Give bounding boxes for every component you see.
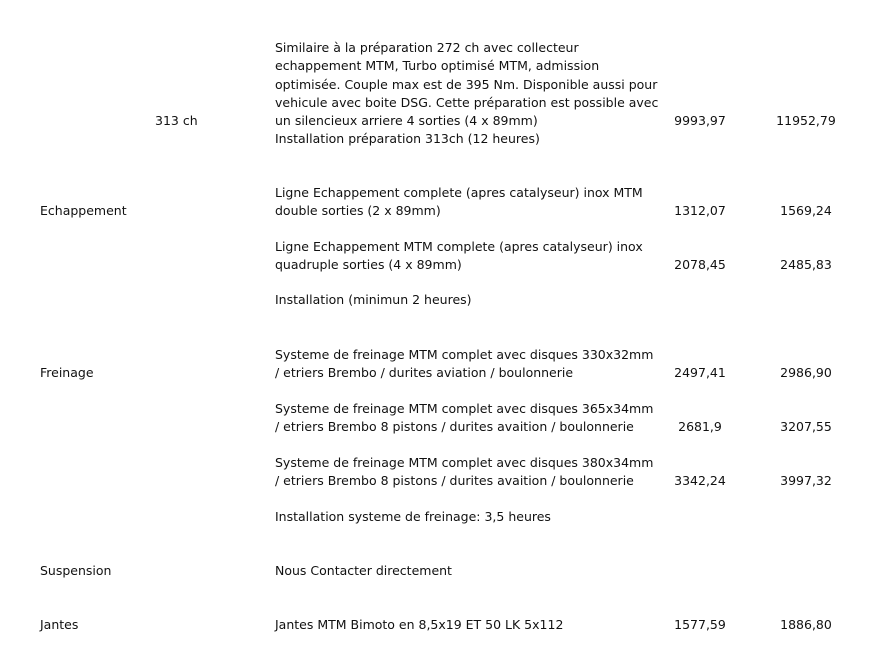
price-ht: 2078,45 [674, 257, 726, 272]
item-description [275, 238, 660, 275]
description-line: Jantes MTM Bimoto en 8,5x19 ET 50 LK 5x112 [275, 617, 564, 632]
price-ttc: 1569,24 [780, 203, 832, 218]
description-line: optimisée. Couple max est de 395 Nm. Disponible aussi pour [275, 76, 658, 92]
description-line: Nous Contacter directement [275, 563, 452, 578]
description-line: / etriers Brembo 8 pistons / durites avaition / boulonnerie [275, 419, 634, 435]
price-ttc: 1886,80 [780, 617, 832, 632]
price-ttc: 3997,32 [780, 473, 832, 488]
power-label: 313 ch [155, 113, 198, 128]
description-line: Installation préparation 313ch (12 heures) [275, 131, 540, 147]
description-line: Systeme de freinage MTM complet avec disques 365x34mm [275, 401, 654, 416]
item-description [275, 400, 660, 437]
price-ttc: 3207,55 [780, 419, 832, 434]
item-description [275, 39, 660, 149]
description-line: quadruple sorties (4 x 89mm) [275, 257, 462, 273]
description-line: Systeme de freinage MTM complet avec disques 330x32mm [275, 347, 654, 362]
description-line: un silencieux arriere 4 sorties (4 x 89mm) [275, 113, 538, 129]
price-ht: 1577,59 [674, 617, 726, 632]
item-description [275, 562, 660, 580]
item-description [275, 454, 660, 491]
item-description [275, 291, 660, 309]
category-suspension: Suspension [40, 563, 112, 578]
description-line: double sorties (2 x 89mm) [275, 203, 441, 219]
price-ht: 2497,41 [674, 365, 726, 380]
item-description [275, 346, 660, 383]
description-line: Ligne Echappement complete (apres catalyseur) inox MTM [275, 185, 643, 200]
price-ttc: 2485,83 [780, 257, 832, 272]
description-line: vehicule avec boite DSG. Cette préparation est possible avec [275, 94, 659, 110]
price-ttc: 2986,90 [780, 365, 832, 380]
item-description [275, 184, 660, 221]
description-line: / etriers Brembo / durites aviation / boulonnerie [275, 365, 574, 381]
description-line: Ligne Echappement MTM complete (apres catalyseur) inox [275, 239, 643, 254]
description-line: Installation systeme de freinage: 3,5 heures [275, 509, 551, 524]
description-line: / etriers Brembo 8 pistons / durites avaition / boulonnerie [275, 473, 634, 489]
item-description [275, 616, 660, 634]
price-ht: 2681,9 [678, 419, 722, 434]
item-description [275, 508, 660, 526]
price-ht: 1312,07 [674, 203, 726, 218]
description-line: echappement MTM, Turbo optimisé MTM, admission [275, 58, 600, 74]
category-freinage: Freinage [40, 365, 94, 380]
category-echappement: Echappement [40, 203, 127, 218]
description-line: Installation (minimun 2 heures) [275, 292, 472, 307]
price-ht: 3342,24 [674, 473, 726, 488]
description-line: Systeme de freinage MTM complet avec disques 380x34mm [275, 455, 654, 470]
category-jantes: Jantes [40, 617, 79, 632]
price-ht: 9993,97 [674, 113, 726, 128]
price-ttc: 11952,79 [776, 113, 836, 128]
description-line: Similaire à la préparation 272 ch avec collecteur [275, 40, 579, 55]
